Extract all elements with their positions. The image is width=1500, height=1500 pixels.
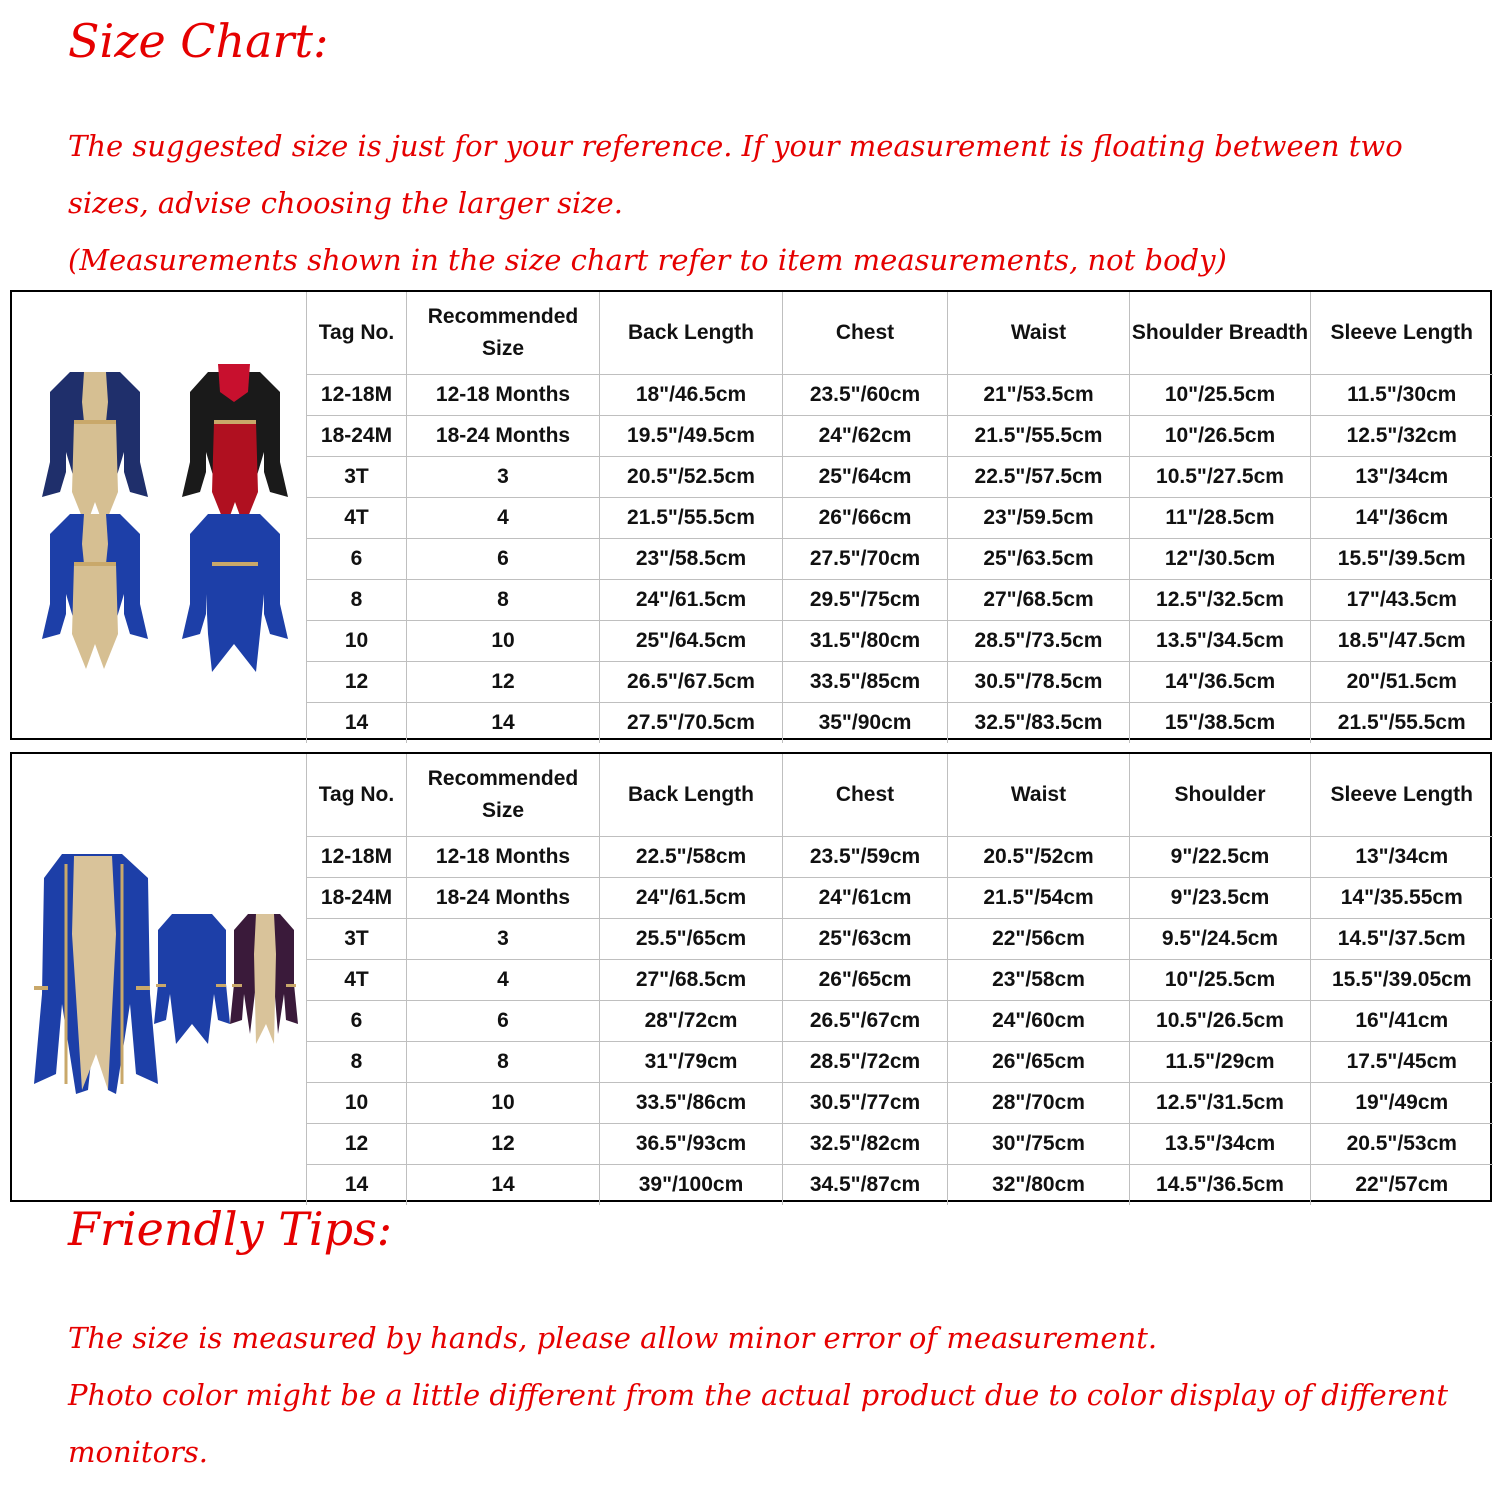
cell: 27"/68.5cm: [600, 960, 783, 1001]
cell: 12"/30.5cm: [1130, 539, 1311, 580]
cell: 11.5"/30cm: [1311, 375, 1493, 416]
royal-blue-jacket-back-image: [182, 514, 288, 672]
cell: 16"/41cm: [1311, 1001, 1493, 1042]
cell: 10: [307, 621, 407, 662]
header-tag-no: Tag No.: [307, 754, 407, 837]
header-shoulder: Shoulder: [1130, 754, 1311, 837]
table-row: [307, 1124, 1493, 1165]
cell: 6: [307, 1001, 407, 1042]
cell: 13"/34cm: [1311, 837, 1493, 878]
size-chart-title: Size Chart:: [68, 14, 329, 68]
cell: 30.5"/78.5cm: [948, 662, 1130, 703]
cell: 8: [407, 580, 600, 621]
cell: 18.5"/47.5cm: [1311, 621, 1493, 662]
table-row: [307, 1001, 1493, 1042]
table-row: [307, 580, 1493, 621]
cell: 14: [407, 1165, 600, 1206]
cell: 11.5"/29cm: [1130, 1042, 1311, 1083]
cell: 14"/36.5cm: [1130, 662, 1311, 703]
cell: 20.5"/52.5cm: [600, 457, 783, 498]
cell: 25.5"/65cm: [600, 919, 783, 960]
cell: 20"/51.5cm: [1311, 662, 1493, 703]
table-row: [307, 498, 1493, 539]
cell: 32"/80cm: [948, 1165, 1130, 1206]
tip-photo-color: Photo color might be a little different from the actual product due to color display of different monitors.: [68, 1378, 1449, 1469]
cell: 18-24 Months: [407, 878, 600, 919]
cell: 21.5"/54cm: [948, 878, 1130, 919]
table-row: [307, 1042, 1493, 1083]
table-header-row: [307, 292, 1493, 375]
cell: 20.5"/52cm: [948, 837, 1130, 878]
cell: 4: [407, 498, 600, 539]
header-shoulder-breadth: Shoulder Breadth: [1130, 292, 1311, 375]
friendly-tips-title: Friendly Tips:: [68, 1202, 393, 1256]
cell: 25"/64cm: [783, 457, 948, 498]
cell: 14: [307, 1165, 407, 1206]
royal-blue-jacket-image: [42, 514, 148, 669]
cell: 26"/65cm: [783, 960, 948, 1001]
cell: 24"/61.5cm: [600, 580, 783, 621]
table-header-row: [307, 754, 1493, 837]
cell: 14"/36cm: [1311, 498, 1493, 539]
cell: 22.5"/58cm: [600, 837, 783, 878]
header-sleeve-length: Sleeve Length: [1311, 292, 1493, 375]
cell: 32.5"/83.5cm: [948, 703, 1130, 744]
cell: 8: [407, 1042, 600, 1083]
cell: 15.5"/39.05cm: [1311, 960, 1493, 1001]
cell: 23"/58cm: [948, 960, 1130, 1001]
header-recommended-size: Recommended Size: [407, 292, 600, 375]
cell: 25"/63cm: [783, 919, 948, 960]
cell: 31.5"/80cm: [783, 621, 948, 662]
header-tag-no: Tag No.: [307, 292, 407, 375]
cell: 13.5"/34cm: [1130, 1124, 1311, 1165]
cell: 17"/43.5cm: [1311, 580, 1493, 621]
product-photo-1: [12, 292, 307, 738]
cell: 24"/61.5cm: [600, 878, 783, 919]
cell: 28"/72cm: [600, 1001, 783, 1042]
cell: 10: [307, 1083, 407, 1124]
navy-jacket-image: [42, 372, 148, 527]
table-row: [307, 960, 1493, 1001]
cell: 18-24M: [307, 416, 407, 457]
black-red-jacket-image: [182, 364, 288, 527]
velvet-tailcoat-large-image: [34, 854, 158, 1094]
cell: 21"/53.5cm: [948, 375, 1130, 416]
cell: 12: [307, 662, 407, 703]
cell: 24"/60cm: [948, 1001, 1130, 1042]
velvet-tailcoat-plum-image: [230, 914, 298, 1044]
table-row: [307, 457, 1493, 498]
cell: 10"/26.5cm: [1130, 416, 1311, 457]
header-chest: Chest: [783, 754, 948, 837]
cell: 22"/57cm: [1311, 1165, 1493, 1206]
table-row: [307, 416, 1493, 457]
cell: 27.5"/70.5cm: [600, 703, 783, 744]
cell: 10.5"/26.5cm: [1130, 1001, 1311, 1042]
cell: 9"/22.5cm: [1130, 837, 1311, 878]
cell: 14: [307, 703, 407, 744]
cell: 4T: [307, 498, 407, 539]
header-back-length: Back Length: [600, 754, 783, 837]
cell: 13.5"/34.5cm: [1130, 621, 1311, 662]
measurement-note: (Measurements shown in the size chart refer to item measurements, not body): [68, 243, 1227, 277]
cell: 30.5"/77cm: [783, 1083, 948, 1124]
cell: 34.5"/87cm: [783, 1165, 948, 1206]
cell: 14"/35.55cm: [1311, 878, 1493, 919]
cell: 28.5"/72cm: [783, 1042, 948, 1083]
cell: 12: [407, 1124, 600, 1165]
cell: 33.5"/86cm: [600, 1083, 783, 1124]
cell: 8: [307, 580, 407, 621]
cell: 31"/79cm: [600, 1042, 783, 1083]
header-recommended-size: Recommended Size: [407, 754, 600, 837]
cell: 6: [407, 1001, 600, 1042]
cell: 36.5"/93cm: [600, 1124, 783, 1165]
size-note: The suggested size is just for your reference. If your measurement is floating between two sizes, advise choosing the larger size.: [68, 129, 1403, 220]
cell: 24"/62cm: [783, 416, 948, 457]
velvet-tailcoat-blue-image: [154, 914, 230, 1044]
cell: 10.5"/27.5cm: [1130, 457, 1311, 498]
cell: 12.5"/32cm: [1311, 416, 1493, 457]
cell: 14: [407, 703, 600, 744]
cell: 26"/65cm: [948, 1042, 1130, 1083]
cell: 23.5"/60cm: [783, 375, 948, 416]
table-row: [307, 919, 1493, 960]
cell: 15"/38.5cm: [1130, 703, 1311, 744]
cell: 39"/100cm: [600, 1165, 783, 1206]
cell: 9.5"/24.5cm: [1130, 919, 1311, 960]
cell: 20.5"/53cm: [1311, 1124, 1493, 1165]
size-chart-1: [10, 290, 1492, 740]
cell: 3: [407, 457, 600, 498]
table-row: [307, 375, 1493, 416]
cell: 17.5"/45cm: [1311, 1042, 1493, 1083]
cell: 22.5"/57.5cm: [948, 457, 1130, 498]
table-row: [307, 703, 1493, 744]
table-row: [307, 837, 1493, 878]
cell: 12-18M: [307, 837, 407, 878]
cell: 26"/66cm: [783, 498, 948, 539]
cell: 35"/90cm: [783, 703, 948, 744]
cell: 12: [407, 662, 600, 703]
cell: 33.5"/85cm: [783, 662, 948, 703]
cell: 12: [307, 1124, 407, 1165]
header-chest: Chest: [783, 292, 948, 375]
cell: 18-24M: [307, 878, 407, 919]
cell: 24"/61cm: [783, 878, 948, 919]
cell: 3: [407, 919, 600, 960]
header-back-length: Back Length: [600, 292, 783, 375]
header-waist: Waist: [948, 292, 1130, 375]
cell: 12-18 Months: [407, 837, 600, 878]
table-row: [307, 1083, 1493, 1124]
cell: 27"/68.5cm: [948, 580, 1130, 621]
cell: 25"/63.5cm: [948, 539, 1130, 580]
size-table-2: [306, 754, 1493, 1205]
cell: 32.5"/82cm: [783, 1124, 948, 1165]
cell: 14.5"/36.5cm: [1130, 1165, 1311, 1206]
cell: 29.5"/75cm: [783, 580, 948, 621]
cell: 4T: [307, 960, 407, 1001]
cell: 28"/70cm: [948, 1083, 1130, 1124]
cell: 19.5"/49.5cm: [600, 416, 783, 457]
cell: 6: [307, 539, 407, 580]
size-table-1: [306, 292, 1493, 743]
cell: 22"/56cm: [948, 919, 1130, 960]
cell: 15.5"/39.5cm: [1311, 539, 1493, 580]
cell: 27.5"/70cm: [783, 539, 948, 580]
cell: 23.5"/59cm: [783, 837, 948, 878]
cell: 21.5"/55.5cm: [1311, 703, 1493, 744]
table-row: [307, 621, 1493, 662]
cell: 3T: [307, 919, 407, 960]
cell: 10: [407, 621, 600, 662]
tip-measurement-error: The size is measured by hands, please allow minor error of measurement.: [68, 1321, 1158, 1355]
cell: 4: [407, 960, 600, 1001]
header-sleeve-length: Sleeve Length: [1311, 754, 1493, 837]
friendly-tips: [68, 1310, 1468, 1481]
cell: 8: [307, 1042, 407, 1083]
cell: 26.5"/67.5cm: [600, 662, 783, 703]
cell: 25"/64.5cm: [600, 621, 783, 662]
cell: 30"/75cm: [948, 1124, 1130, 1165]
cell: 19"/49cm: [1311, 1083, 1493, 1124]
table-row: [307, 878, 1493, 919]
cell: 23"/59.5cm: [948, 498, 1130, 539]
header-waist: Waist: [948, 754, 1130, 837]
cell: 12.5"/31.5cm: [1130, 1083, 1311, 1124]
cell: 10: [407, 1083, 600, 1124]
size-intro: [68, 118, 1488, 289]
cell: 10"/25.5cm: [1130, 375, 1311, 416]
cell: 6: [407, 539, 600, 580]
cell: 12-18M: [307, 375, 407, 416]
cell: 13"/34cm: [1311, 457, 1493, 498]
cell: 21.5"/55.5cm: [600, 498, 783, 539]
cell: 9"/23.5cm: [1130, 878, 1311, 919]
size-chart-2: [10, 752, 1492, 1202]
product-photo-2: [12, 754, 307, 1200]
cell: 11"/28.5cm: [1130, 498, 1311, 539]
cell: 10"/25.5cm: [1130, 960, 1311, 1001]
cell: 12-18 Months: [407, 375, 600, 416]
table-row: [307, 1165, 1493, 1206]
cell: 23"/58.5cm: [600, 539, 783, 580]
cell: 18"/46.5cm: [600, 375, 783, 416]
cell: 18-24 Months: [407, 416, 600, 457]
cell: 26.5"/67cm: [783, 1001, 948, 1042]
table-row: [307, 539, 1493, 580]
table-row: [307, 662, 1493, 703]
cell: 14.5"/37.5cm: [1311, 919, 1493, 960]
cell: 12.5"/32.5cm: [1130, 580, 1311, 621]
cell: 3T: [307, 457, 407, 498]
cell: 28.5"/73.5cm: [948, 621, 1130, 662]
cell: 21.5"/55.5cm: [948, 416, 1130, 457]
